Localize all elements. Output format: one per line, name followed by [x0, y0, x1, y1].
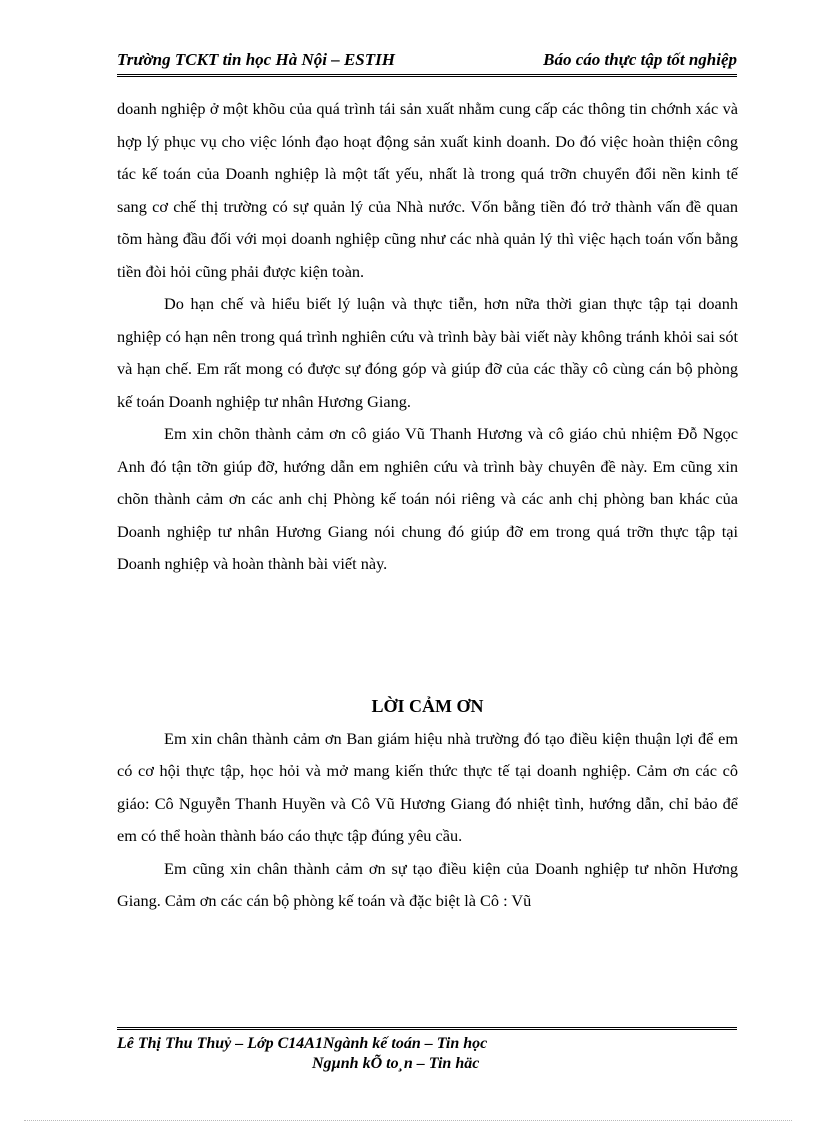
paragraph-2: Do hạn chế và hiểu biết lý luận và thực tiễn, hơn nữa thời gian thực tập tại doanh nghiệp có hạn nên trong quá trình nghiên cứu và trình bày bài viết này không tránh khỏi sai sót và hạn chế. Em rất mong có được sự đóng góp và giúp đỡ của các thầy cô cùng cán bộ phòng kế toán Doanh nghiệp tư nhân Hương Giang.	[117, 294, 738, 411]
paragraph-3: Em xin chõn thành cảm ơn cô giáo Vũ Thanh Hương và cô giáo chủ nhiệm Đỗ Ngọc Anh đó tận tỡn giúp đỡ, hướng dẫn em nghiên cứu và trình bày chuyên đề này. Em cũng xin chõn thành cảm ơn các anh chị Phòng kế toán nói riêng và các anh chị phòng ban khác của Doanh nghiệp tư nhân Hương Giang nói chung đó giúp đỡ em trong quá trỡn thực tập tại Doanh nghiệp và hoàn thành bài viết này.	[117, 424, 738, 573]
footer-divider	[117, 1027, 737, 1033]
paragraph-5: Em cũng xin chân thành cảm ơn sự tạo điều kiện của Doanh nghiệp tư nhõn Hương Giang. Cảm ơn các cán bộ phòng kế toán và đặc biệt là Cô : Vũ	[117, 858, 738, 910]
header-school: Trường TCKT tin học Hà Nội – ESTIH	[117, 50, 395, 69]
paragraph-1: doanh nghiệp ở một khõu của quá trình tái sản xuất nhằm cung cấp các thông tin chớnh xác và hợp lý phục vụ cho việc lónh đạo hoạt động sản xuất kinh doanh. Do đó việc hoàn thiện công tác kế toán của Doanh nghiệp là một tất yếu, nhất là trong quá trỡn chuyển đổi nền kinh tế sang cơ chế thị trường có sự quản lý của Nhà nước. Vốn bằng tiền đó trở thành vấn đề quan tõm hàng đầu đối với mọi doanh nghiệp cũng như các nhà quản lý thì việc hạch toán vốn bằng tiền đòi hỏi cũng phải được kiện toàn.	[117, 99, 738, 281]
footer-author: Lê Thị Thu Thuỷ – Lớp C14A1Ngành kế toán – Tin học	[117, 1035, 488, 1052]
page-footer	[117, 1034, 737, 1074]
page-edge-divider	[24, 1120, 792, 1121]
header-report-title: Báo cáo thực tập tốt nghiệp	[543, 50, 737, 69]
paragraph-4: Em xin chân thành cảm ơn Ban giám hiệu nhà trường đó tạo điều kiện thuận lợi để em có cơ hội thực tập, học hỏi và mở mang kiến thức thực tế tại doanh nghiệp. Cảm ơn các cô giáo: Cô Nguyễn Thanh Huyền và Cô Vũ Hương Giang đó nhiệt tình, hướng dẫn, chỉ bảo để em có thể hoàn thành báo cáo thực tập đúng yêu cầu.	[117, 728, 738, 845]
page-header	[117, 48, 737, 77]
footer-department: Ngµnh kÕ to¸n – Tin häc	[312, 1055, 480, 1072]
section-heading: LỜI CẢM ƠN	[371, 695, 484, 716]
document-body	[117, 93, 738, 918]
